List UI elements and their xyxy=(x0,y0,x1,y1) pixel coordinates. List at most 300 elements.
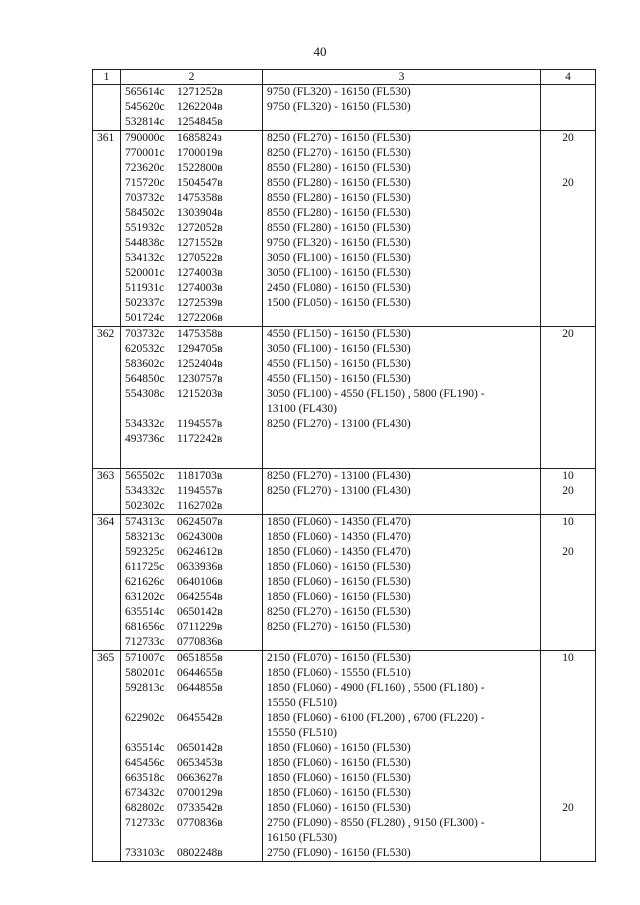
altitude-range-cell: 8250 (FL270) - 16150 (FL530) xyxy=(263,620,541,635)
longitude-code: 0644855в xyxy=(177,682,223,694)
latitude-code: 583602c xyxy=(125,358,165,370)
latitude-code: 635514c xyxy=(125,742,165,754)
table-row xyxy=(93,357,596,372)
table-row xyxy=(93,417,596,432)
altitude-range-cell xyxy=(263,635,541,651)
group-number-cell xyxy=(93,635,121,651)
table-row xyxy=(93,756,596,771)
table-row xyxy=(93,115,596,131)
longitude-code: 1162702в xyxy=(177,500,223,512)
table-row xyxy=(93,432,596,447)
longitude-code: 1271552в xyxy=(177,237,223,249)
table-row xyxy=(93,161,596,176)
table-row xyxy=(93,221,596,236)
value-cell xyxy=(541,711,596,726)
longitude-code: 0733542в xyxy=(177,802,223,814)
altitude-range-cell xyxy=(263,499,541,515)
latitude-code: 520001c xyxy=(125,267,165,279)
value-cell: 20 xyxy=(541,131,596,147)
longitude-code: 1522800в xyxy=(177,162,223,174)
longitude-code: 1230757в xyxy=(177,373,223,385)
value-cell xyxy=(541,575,596,590)
group-number-cell xyxy=(93,221,121,236)
group-number-cell xyxy=(93,741,121,756)
altitude-range-cell: 1850 (FL060) - 16150 (FL530) xyxy=(263,801,541,816)
group-number-cell xyxy=(93,484,121,499)
group-number-cell xyxy=(93,402,121,417)
value-cell xyxy=(541,100,596,115)
longitude-code: 1475358в xyxy=(177,328,223,340)
latitude-code: 565502c xyxy=(125,470,165,482)
latitude-code: 631202c xyxy=(125,591,165,603)
altitude-range-cell: 1500 (FL050) - 16150 (FL530) xyxy=(263,296,541,311)
altitude-range-cell: 3050 (FL100) - 16150 (FL530) xyxy=(263,251,541,266)
latitude-code: 645456c xyxy=(125,757,165,769)
latitude-code: 770001c xyxy=(125,147,165,159)
latitude-code: 712733c xyxy=(125,817,165,829)
altitude-range-cell: 2750 (FL090) - 8550 (FL280) , 9150 (FL300) - xyxy=(263,816,541,831)
coordinates-cell xyxy=(121,741,263,756)
coordinates-cell xyxy=(121,605,263,620)
latitude-code: 511931c xyxy=(125,282,165,294)
longitude-code: 0770836в xyxy=(177,636,223,648)
group-number-cell xyxy=(93,696,121,711)
table-row xyxy=(93,387,596,402)
header-col-4: 4 xyxy=(541,70,596,85)
value-cell xyxy=(541,499,596,515)
altitude-range-cell: 1850 (FL060) - 16150 (FL530) xyxy=(263,575,541,590)
value-cell xyxy=(541,635,596,651)
altitude-range-cell: 8250 (FL270) - 13100 (FL430) xyxy=(263,417,541,432)
coordinates-cell xyxy=(121,575,263,590)
value-cell: 20 xyxy=(541,484,596,499)
value-cell: 20 xyxy=(541,545,596,560)
table-row xyxy=(93,696,596,711)
group-number-cell xyxy=(93,266,121,281)
coordinates-cell xyxy=(121,191,263,206)
coordinates-cell xyxy=(121,357,263,372)
longitude-code: 0653453в xyxy=(177,757,223,769)
group-number-cell xyxy=(93,417,121,432)
group-number-cell xyxy=(93,545,121,560)
value-cell xyxy=(541,741,596,756)
latitude-code: 571007c xyxy=(125,652,165,664)
latitude-code: 611725c xyxy=(125,561,165,573)
longitude-code: 1194557в xyxy=(177,485,223,497)
altitude-range-cell: 15550 (FL510) xyxy=(263,696,541,711)
value-cell: 10 xyxy=(541,515,596,531)
group-number-cell xyxy=(93,530,121,545)
altitude-range-cell: 2150 (FL070) - 16150 (FL530) xyxy=(263,651,541,667)
table-row xyxy=(93,176,596,191)
table-row xyxy=(93,786,596,801)
coordinates-cell xyxy=(121,387,263,402)
longitude-code: 0644655в xyxy=(177,667,223,679)
longitude-code: 0640106в xyxy=(177,576,223,588)
altitude-range-cell: 8250 (FL270) - 13100 (FL430) xyxy=(263,469,541,485)
coordinates-cell xyxy=(121,100,263,115)
longitude-code: 0651855в xyxy=(177,652,223,664)
value-cell xyxy=(541,816,596,831)
longitude-code: 1504547в xyxy=(177,177,223,189)
table-row xyxy=(93,447,596,469)
altitude-range-cell: 1850 (FL060) - 14350 (FL470) xyxy=(263,530,541,545)
latitude-code: 554308c xyxy=(125,388,165,400)
altitude-range-cell: 4550 (FL150) - 16150 (FL530) xyxy=(263,327,541,343)
longitude-code: 0633936в xyxy=(177,561,223,573)
latitude-code: 502337c xyxy=(125,297,165,309)
group-number-cell xyxy=(93,387,121,402)
table-row xyxy=(93,85,596,101)
group-number-cell xyxy=(93,85,121,101)
longitude-code: 0802248в xyxy=(177,847,223,859)
latitude-code: 534332c xyxy=(125,485,165,497)
value-cell xyxy=(541,206,596,221)
latitude-code: 790000c xyxy=(125,132,165,144)
latitude-code: 564850c xyxy=(125,373,165,385)
coordinates-cell xyxy=(121,311,263,327)
longitude-code: 1271252в xyxy=(177,86,223,98)
latitude-code: 682802c xyxy=(125,802,165,814)
group-number-cell xyxy=(93,161,121,176)
coordinates-cell xyxy=(121,251,263,266)
latitude-code: 703732c xyxy=(125,192,165,204)
value-cell xyxy=(541,342,596,357)
coordinates-cell xyxy=(121,681,263,696)
value-cell xyxy=(541,251,596,266)
table-body xyxy=(93,70,596,862)
value-cell xyxy=(541,266,596,281)
coordinates-cell xyxy=(121,515,263,531)
altitude-range-cell: 2750 (FL090) - 16150 (FL530) xyxy=(263,846,541,862)
altitude-range-cell: 8250 (FL270) - 16150 (FL530) xyxy=(263,605,541,620)
latitude-code: 545620c xyxy=(125,101,165,113)
value-cell xyxy=(541,161,596,176)
table-row xyxy=(93,342,596,357)
value-cell xyxy=(541,605,596,620)
table-row xyxy=(93,266,596,281)
coordinates-cell xyxy=(121,372,263,387)
coordinates-cell xyxy=(121,831,263,846)
group-number-cell xyxy=(93,816,121,831)
altitude-range-cell: 8250 (FL270) - 13100 (FL430) xyxy=(263,484,541,499)
altitude-range-cell: 16150 (FL530) xyxy=(263,831,541,846)
coordinates-cell xyxy=(121,651,263,667)
longitude-code: 1254845в xyxy=(177,116,223,128)
coordinates-cell xyxy=(121,801,263,816)
group-number-cell xyxy=(93,756,121,771)
latitude-code: 532814c xyxy=(125,116,165,128)
value-cell xyxy=(541,357,596,372)
header-col-2: 2 xyxy=(121,70,263,85)
longitude-code: 1303904в xyxy=(177,207,223,219)
table-row xyxy=(93,402,596,417)
altitude-range-cell: 1850 (FL060) - 16150 (FL530) xyxy=(263,741,541,756)
altitude-range-cell: 8250 (FL270) - 16150 (FL530) xyxy=(263,131,541,147)
table-row xyxy=(93,296,596,311)
coordinates-cell xyxy=(121,342,263,357)
group-number-cell xyxy=(93,666,121,681)
altitude-range-cell: 4550 (FL150) - 16150 (FL530) xyxy=(263,372,541,387)
group-number-cell xyxy=(93,590,121,605)
table-row xyxy=(93,484,596,499)
latitude-code: 583213c xyxy=(125,531,165,543)
latitude-code: 621626c xyxy=(125,576,165,588)
value-cell xyxy=(541,115,596,131)
longitude-code: 0663627в xyxy=(177,772,223,784)
value-cell: 10 xyxy=(541,469,596,485)
longitude-code: 1475358в xyxy=(177,192,223,204)
value-cell: 20 xyxy=(541,327,596,343)
table-row xyxy=(93,206,596,221)
table-row xyxy=(93,726,596,741)
table-row xyxy=(93,545,596,560)
group-number-cell xyxy=(93,357,121,372)
coordinates-cell xyxy=(121,620,263,635)
coordinates-cell xyxy=(121,417,263,432)
altitude-range-cell: 1850 (FL060) - 15550 (FL510) xyxy=(263,666,541,681)
table-row xyxy=(93,831,596,846)
value-cell xyxy=(541,372,596,387)
altitude-range-cell: 13100 (FL430) xyxy=(263,402,541,417)
header-col-1: 1 xyxy=(93,70,121,85)
value-cell xyxy=(541,311,596,327)
altitude-range-cell: 3050 (FL100) - 16150 (FL530) xyxy=(263,342,541,357)
group-number-cell xyxy=(93,281,121,296)
coordinates-cell xyxy=(121,131,263,147)
value-cell xyxy=(541,530,596,545)
table-row xyxy=(93,605,596,620)
longitude-code: 1272052в xyxy=(177,222,223,234)
airspace-route-table xyxy=(92,69,596,862)
latitude-code: 715720c xyxy=(125,177,165,189)
coordinates-cell xyxy=(121,756,263,771)
altitude-range-cell xyxy=(263,447,541,469)
latitude-code: 622902c xyxy=(125,712,165,724)
table-row xyxy=(93,560,596,575)
value-cell: 20 xyxy=(541,176,596,191)
value-cell xyxy=(541,387,596,402)
table-row xyxy=(93,620,596,635)
longitude-code: 0624612в xyxy=(177,546,223,558)
altitude-range-cell xyxy=(263,432,541,447)
altitude-range-cell: 8550 (FL280) - 16150 (FL530) xyxy=(263,206,541,221)
coordinates-cell xyxy=(121,726,263,741)
longitude-code: 0624507в xyxy=(177,516,223,528)
group-number-cell xyxy=(93,560,121,575)
table-row xyxy=(93,575,596,590)
page-number: 40 xyxy=(313,44,327,59)
altitude-range-cell: 4550 (FL150) - 16150 (FL530) xyxy=(263,357,541,372)
value-cell xyxy=(541,236,596,251)
group-number-cell xyxy=(93,711,121,726)
coordinates-cell xyxy=(121,432,263,447)
group-number-cell xyxy=(93,846,121,862)
group-number-cell xyxy=(93,831,121,846)
table-row xyxy=(93,816,596,831)
altitude-range-cell: 1850 (FL060) - 16150 (FL530) xyxy=(263,756,541,771)
group-number-cell xyxy=(93,575,121,590)
table-row xyxy=(93,131,596,147)
group-number-cell xyxy=(93,499,121,515)
coordinates-cell xyxy=(121,161,263,176)
latitude-code: 635514c xyxy=(125,606,165,618)
value-cell xyxy=(541,221,596,236)
value-cell xyxy=(541,771,596,786)
coordinates-cell xyxy=(121,402,263,417)
value-cell xyxy=(541,560,596,575)
coordinates-cell xyxy=(121,530,263,545)
table-row xyxy=(93,146,596,161)
altitude-range-cell: 8250 (FL270) - 16150 (FL530) xyxy=(263,146,541,161)
table-row xyxy=(93,515,596,531)
value-cell xyxy=(541,786,596,801)
coordinates-cell xyxy=(121,447,263,469)
altitude-range-cell: 1850 (FL060) - 16150 (FL530) xyxy=(263,786,541,801)
value-cell xyxy=(541,447,596,469)
latitude-code: 580201c xyxy=(125,667,165,679)
latitude-code: 620532c xyxy=(125,343,165,355)
latitude-code: 534332c xyxy=(125,418,165,430)
group-number-cell xyxy=(93,432,121,447)
table-row xyxy=(93,771,596,786)
coordinates-cell xyxy=(121,499,263,515)
latitude-code: 703732c xyxy=(125,328,165,340)
latitude-code: 681656c xyxy=(125,621,165,633)
value-cell xyxy=(541,296,596,311)
altitude-range-cell: 15550 (FL510) xyxy=(263,726,541,741)
longitude-code: 0770836в xyxy=(177,817,223,829)
latitude-code: 493736c xyxy=(125,433,165,445)
table-row xyxy=(93,499,596,515)
group-number-cell xyxy=(93,786,121,801)
latitude-code: 663518c xyxy=(125,772,165,784)
table-row xyxy=(93,251,596,266)
coordinates-cell xyxy=(121,545,263,560)
altitude-range-cell: 3050 (FL100) - 16150 (FL530) xyxy=(263,266,541,281)
coordinates-cell xyxy=(121,266,263,281)
table-row xyxy=(93,590,596,605)
altitude-range-cell: 9750 (FL320) - 16150 (FL530) xyxy=(263,100,541,115)
value-cell xyxy=(541,402,596,417)
value-cell xyxy=(541,432,596,447)
group-number-cell xyxy=(93,447,121,469)
group-number-cell xyxy=(93,191,121,206)
longitude-code: 0624300в xyxy=(177,531,223,543)
header-col-3: 3 xyxy=(263,70,541,85)
coordinates-cell xyxy=(121,696,263,711)
table-row xyxy=(93,801,596,816)
latitude-code: 673432c xyxy=(125,787,165,799)
longitude-code: 1172242в xyxy=(177,433,223,445)
coordinates-cell xyxy=(121,176,263,191)
longitude-code: 1252404в xyxy=(177,358,223,370)
coordinates-cell xyxy=(121,469,263,485)
coordinates-cell xyxy=(121,771,263,786)
altitude-range-cell: 1850 (FL060) - 14350 (FL470) xyxy=(263,545,541,560)
value-cell xyxy=(541,146,596,161)
value-cell xyxy=(541,620,596,635)
group-number-cell: 362 xyxy=(93,327,121,343)
group-number-cell xyxy=(93,771,121,786)
table-row xyxy=(93,311,596,327)
altitude-range-cell: 1850 (FL060) - 6100 (FL200) , 6700 (FL220) - xyxy=(263,711,541,726)
longitude-code: 0700129в xyxy=(177,787,223,799)
coordinates-cell xyxy=(121,484,263,499)
altitude-range-cell: 1850 (FL060) - 16150 (FL530) xyxy=(263,590,541,605)
longitude-code: 1181703в xyxy=(177,470,223,482)
longitude-code: 0645542в xyxy=(177,712,223,724)
longitude-code: 1274003в xyxy=(177,282,223,294)
table-row xyxy=(93,327,596,343)
coordinates-cell xyxy=(121,786,263,801)
group-number-cell xyxy=(93,726,121,741)
altitude-range-cell: 1850 (FL060) - 16150 (FL530) xyxy=(263,560,541,575)
group-number-cell: 361 xyxy=(93,131,121,147)
coordinates-cell xyxy=(121,846,263,862)
longitude-code: 1215203в xyxy=(177,388,223,400)
coordinates-cell xyxy=(121,221,263,236)
group-number-cell xyxy=(93,100,121,115)
coordinates-cell xyxy=(121,816,263,831)
longitude-code: 0650142в xyxy=(177,742,223,754)
altitude-range-cell: 1850 (FL060) - 14350 (FL470) xyxy=(263,515,541,531)
group-number-cell xyxy=(93,236,121,251)
group-number-cell xyxy=(93,146,121,161)
value-cell xyxy=(541,756,596,771)
coordinates-cell xyxy=(121,635,263,651)
coordinates-cell xyxy=(121,711,263,726)
group-number-cell: 363 xyxy=(93,469,121,485)
latitude-code: 712733c xyxy=(125,636,165,648)
value-cell xyxy=(541,831,596,846)
table-row xyxy=(93,100,596,115)
table-row xyxy=(93,530,596,545)
latitude-code: 502302c xyxy=(125,500,165,512)
altitude-range-cell: 3050 (FL100) - 4550 (FL150) , 5800 (FL190) - xyxy=(263,387,541,402)
latitude-code: 565614c xyxy=(125,86,165,98)
value-cell xyxy=(541,681,596,696)
altitude-range-cell: 8550 (FL280) - 16150 (FL530) xyxy=(263,221,541,236)
table-row xyxy=(93,651,596,667)
table-row xyxy=(93,372,596,387)
group-number-cell xyxy=(93,342,121,357)
latitude-code: 733103c xyxy=(125,847,165,859)
group-number-cell: 365 xyxy=(93,651,121,667)
latitude-code: 592325c xyxy=(125,546,165,558)
coordinates-cell xyxy=(121,236,263,251)
longitude-code: 1262204в xyxy=(177,101,223,113)
table-row xyxy=(93,281,596,296)
altitude-range-cell: 9750 (FL320) - 16150 (FL530) xyxy=(263,236,541,251)
value-cell xyxy=(541,417,596,432)
coordinates-cell xyxy=(121,115,263,131)
coordinates-cell xyxy=(121,281,263,296)
group-number-cell xyxy=(93,372,121,387)
coordinates-cell xyxy=(121,146,263,161)
group-number-cell xyxy=(93,296,121,311)
altitude-range-cell: 8550 (FL280) - 16150 (FL530) xyxy=(263,161,541,176)
table-row xyxy=(93,711,596,726)
table-row xyxy=(93,846,596,862)
table-row xyxy=(93,236,596,251)
coordinates-cell xyxy=(121,296,263,311)
longitude-code: 0711229в xyxy=(177,621,223,633)
longitude-code: 0650142в xyxy=(177,606,223,618)
longitude-code: 1294705в xyxy=(177,343,223,355)
value-cell xyxy=(541,191,596,206)
longitude-code: 1194557в xyxy=(177,418,223,430)
